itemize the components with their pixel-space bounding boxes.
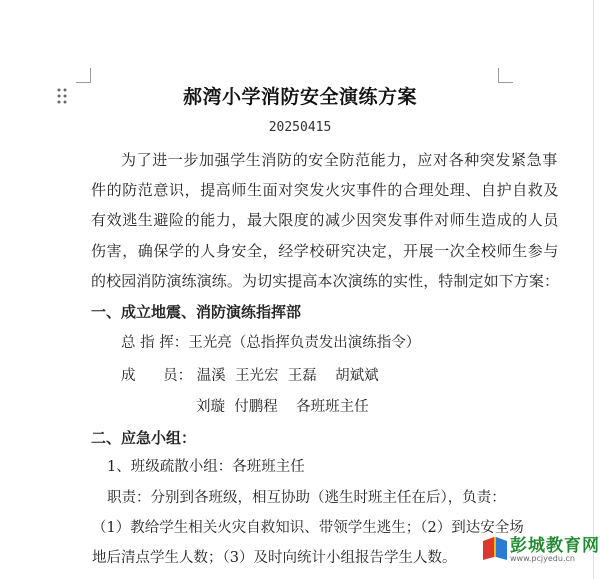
top-left-margin-mark bbox=[76, 68, 91, 83]
document-title: 郝湾小学消防安全演练方案 bbox=[182, 86, 417, 108]
paragraph-line: 为了进一步加强学生消防的安全防范能力，应对各种突发紧急事 bbox=[121, 151, 558, 169]
document-date: 20250415 bbox=[268, 120, 332, 135]
members-line: 刘璇 付鹏程 各班班主任 bbox=[196, 399, 369, 415]
duty-line: 地后清点学生人数；（3）及时向统计小组报告学生人数。 bbox=[92, 550, 457, 566]
watermark-name: 彭城教育网 bbox=[510, 536, 600, 556]
paragraph-line: 有效逃生避险的能力，最大限度的减少因突发事件对师生造成的人员 bbox=[91, 211, 560, 229]
watermark-url: www.pcjyedu.cn bbox=[510, 554, 575, 563]
list-item: 1、班级疏散小组：各班班主任 bbox=[107, 459, 305, 475]
duty-line: （1）教给学生相关火灾自救知识、带领学生逃生；（2）到达安全场 bbox=[92, 520, 524, 536]
commander-line: 总 指 挥：王光亮（总指挥负责发出演练指令） bbox=[121, 335, 421, 351]
paragraph-line: 的校园消防演练演练。为切实提高本次演练的实性，特制定如下方案： bbox=[91, 272, 560, 290]
top-right-margin-mark bbox=[498, 68, 513, 83]
duty-line: 职责：分别到各班级，相互协助（逃生时班主任在后），负责： bbox=[107, 490, 506, 506]
paragraph-line: 件的防范意识，提高师生面对突发火灾事件的合理处理、自护自救及 bbox=[91, 181, 560, 199]
book-icon bbox=[482, 535, 508, 561]
section-heading: 二、应急小组： bbox=[91, 429, 197, 447]
watermark-logo bbox=[482, 529, 600, 575]
section-heading: 一、成立地震、消防演练指挥部 bbox=[91, 303, 302, 321]
paragraph-line: 伤害，确保学的人身安全，经学校研究决定，开展一次全校师生参与 bbox=[91, 242, 560, 260]
members-line: 成 员： 温溪 王光宏 王磊 胡斌斌 bbox=[121, 368, 379, 384]
